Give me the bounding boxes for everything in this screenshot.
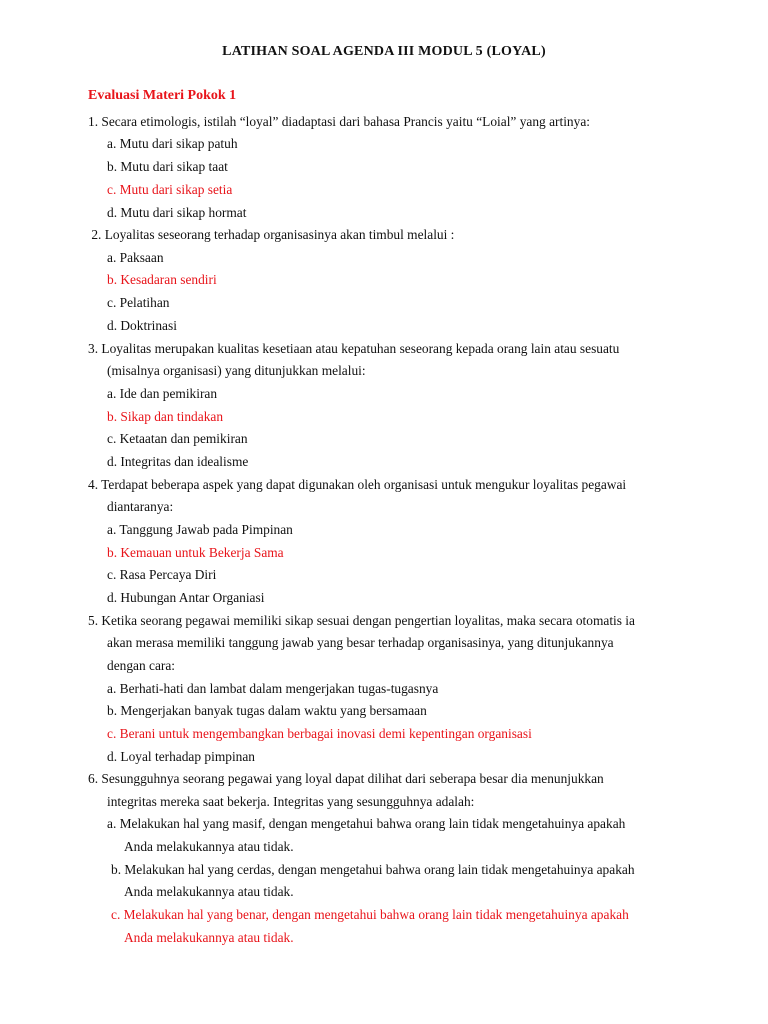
question-3-line-2: (misalnya organisasi) yang ditunjukkan melalui: <box>107 363 366 378</box>
q4-option-b-correct: b. Kemauan untuk Bekerja Sama <box>107 545 284 560</box>
q3-option-a: a. Ide dan pemikiran <box>107 386 218 401</box>
question-3-line-1: 3. Loyalitas merupakan kualitas kesetiaan atau kepatuhan seseorang kepada orang lain atau sesuatu <box>88 341 620 356</box>
q1-option-c-correct: c. Mutu dari sikap setia <box>107 182 233 197</box>
q6-option-c-correct-line-2: Anda melakukannya atau tidak. <box>124 930 294 945</box>
q1-option-b: b. Mutu dari sikap taat <box>107 159 228 174</box>
q6-option-a-line-2: Anda melakukannya atau tidak. <box>124 839 294 854</box>
q3-option-b-correct: b. Sikap dan tindakan <box>107 409 224 424</box>
question-5-line-2: akan merasa memiliki tanggung jawab yang besar terhadap organisasinya, yang ditunjukannya <box>107 635 614 650</box>
question-5-line-3: dengan cara: <box>107 658 176 673</box>
q1-option-a: a. Mutu dari sikap patuh <box>107 136 238 151</box>
question-4-line-2: diantaranya: <box>107 499 174 514</box>
q4-option-d: d. Hubungan Antar Organiasi <box>107 590 265 605</box>
question-6-line-1: 6. Sesungguhnya seorang pegawai yang loyal dapat dilihat dari seberapa besar dia menunjukkan <box>88 771 604 786</box>
q6-option-c-correct-line-1: c. Melakukan hal yang benar, dengan mengetahui bahwa orang lain tidak mengetahuinya apakah <box>111 907 629 922</box>
question-2: 2. Loyalitas seseorang terhadap organisasinya akan timbul melalui : <box>88 227 455 242</box>
document-title: LATIHAN SOAL AGENDA III MODUL 5 (LOYAL) <box>222 44 546 59</box>
q2-option-c: c. Pelatihan <box>107 295 170 310</box>
q4-option-a: a. Tanggung Jawab pada Pimpinan <box>107 522 293 537</box>
question-6-line-2: integritas mereka saat bekerja. Integritas yang sesungguhnya adalah: <box>107 794 475 809</box>
q2-option-b-correct: b. Kesadaran sendiri <box>107 272 217 287</box>
question-4-line-1: 4. Terdapat beberapa aspek yang dapat digunakan oleh organisasi untuk mengukur loyalitas pegawai <box>88 477 627 492</box>
q3-option-d: d. Integritas dan idealisme <box>107 454 249 469</box>
q5-option-d: d. Loyal terhadap pimpinan <box>107 749 255 764</box>
q6-option-a-line-1: a. Melakukan hal yang masif, dengan mengetahui bahwa orang lain tidak mengetahuinya apakah <box>107 816 626 831</box>
q5-option-c-correct: c. Berani untuk mengembangkan berbagai inovasi demi kepentingan organisasi <box>107 726 532 741</box>
q1-option-d: d. Mutu dari sikap hormat <box>107 205 247 220</box>
q2-option-a: a. Paksaan <box>107 250 164 265</box>
q2-option-d: d. Doktrinasi <box>107 318 177 333</box>
q4-option-c: c. Rasa Percaya Diri <box>107 567 217 582</box>
question-5-line-1: 5. Ketika seorang pegawai memiliki sikap sesuai dengan pengertian loyalitas, maka secara otomatis ia <box>88 613 635 628</box>
q5-option-a: a. Berhati-hati dan lambat dalam mengerjakan tugas-tugasnya <box>107 681 439 696</box>
q6-option-b-line-1: b. Melakukan hal yang cerdas, dengan mengetahui bahwa orang lain tidak mengetahuinya apakah <box>111 862 635 877</box>
q6-option-b-line-2: Anda melakukannya atau tidak. <box>124 884 294 899</box>
q3-option-c: c. Ketaatan dan pemikiran <box>107 431 248 446</box>
question-1: 1. Secara etimologis, istilah “loyal” diadaptasi dari bahasa Prancis yaitu “Loial” yang artinya: <box>88 114 590 129</box>
section-title: Evaluasi Materi Pokok 1 <box>88 88 237 103</box>
q5-option-b: b. Mengerjakan banyak tugas dalam waktu yang bersamaan <box>107 703 427 718</box>
